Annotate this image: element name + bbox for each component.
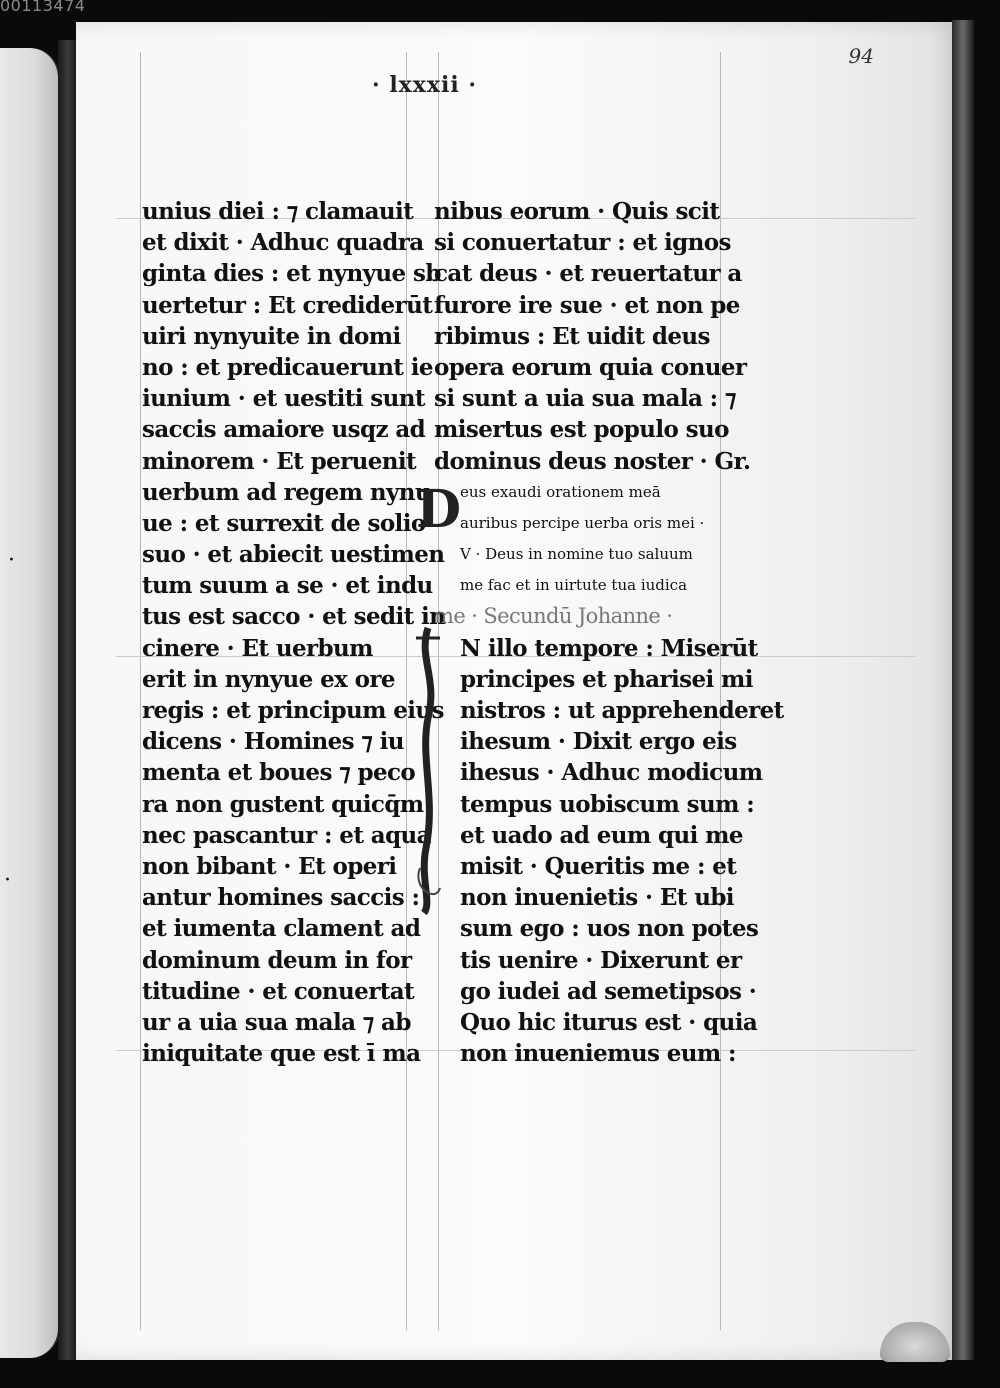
text-line: ur a uia sua mala ⁊ ab bbox=[142, 1008, 411, 1036]
text-line: unius diei : ⁊ clamauit bbox=[142, 198, 414, 225]
text-line: iunium · et uestiti sunt bbox=[142, 385, 425, 413]
text-line: V · Deus in nomine tuo saluum bbox=[460, 545, 693, 564]
text-line: N illo tempore : Miserūt bbox=[460, 634, 758, 662]
text-line: cat deus · et reuertatur a bbox=[434, 260, 742, 288]
text-line: et iumenta clament ad bbox=[142, 915, 421, 943]
text-line: nistros : ut apprehenderet bbox=[460, 697, 784, 724]
text-line: uerbum ad regem nynu bbox=[142, 478, 431, 506]
decorated-initial-d: D bbox=[416, 479, 462, 540]
ruling-line bbox=[140, 52, 141, 1330]
text-line: cinere · Et uerbum bbox=[142, 634, 373, 662]
text-line: ginta dies : et nynyue sb bbox=[142, 260, 441, 288]
text-line: principes et pharisei mi bbox=[460, 665, 753, 693]
text-line: ue : et surrexit de solio bbox=[142, 509, 426, 537]
gutter bbox=[58, 40, 78, 1360]
text-line: tus est sacco · et sedit in bbox=[142, 603, 446, 631]
text-line: si sunt a uia sua mala : ⁊ bbox=[434, 385, 736, 413]
folio-number: 94 bbox=[848, 44, 874, 68]
text-line: ribimus : Et uidit deus bbox=[434, 322, 710, 350]
text-line: go iudei ad semetipsos · bbox=[460, 977, 757, 1005]
text-line: non bibant · Et operi bbox=[142, 852, 397, 880]
text-line: titudine · et conuertat bbox=[142, 977, 415, 1005]
text-line: non inueniemus eum : bbox=[460, 1040, 736, 1068]
text-line: et dixit · Adhuc quadra bbox=[142, 229, 424, 257]
text-line: si conuertatur : et ignos bbox=[434, 229, 731, 257]
rubric-line: me · Secundū Johanne · bbox=[434, 604, 673, 629]
text-line: nibus eorum · Quis scit bbox=[434, 198, 720, 225]
text-line: tempus uobiscum sum : bbox=[460, 790, 755, 818]
text-line: dicens · Homines ⁊ iu bbox=[142, 728, 404, 756]
call-number: 00113474 bbox=[0, 0, 86, 15]
running-head: · lxxxii · bbox=[372, 72, 478, 98]
text-line: ihesum · Dixit ergo eis bbox=[460, 728, 737, 756]
text-line: ra non gustent quicq̄m bbox=[142, 790, 424, 818]
text-line: et uado ad eum qui me bbox=[460, 821, 743, 849]
text-line: nec pascantur : et aqua bbox=[142, 821, 431, 849]
text-line: sum ego : uos non potes bbox=[460, 915, 759, 943]
text-line: menta et boues ⁊ peco bbox=[142, 759, 416, 787]
text-line: opera eorum quia conuer bbox=[434, 353, 747, 381]
facing-page-marks: · bbox=[8, 548, 15, 573]
text-line: suo · et abiecit uestimen bbox=[142, 541, 445, 569]
text-line: dominum deum in for bbox=[142, 946, 412, 974]
text-line: erit in nynyue ex ore bbox=[142, 665, 395, 693]
text-line: eus exaudi orationem meā bbox=[460, 482, 661, 501]
text-line: ihesus · Adhuc modicum bbox=[460, 759, 763, 787]
facing-page-edge bbox=[0, 48, 60, 1358]
text-line: uertetur : Et crediderūt bbox=[142, 291, 433, 319]
text-line: no : et predicauerunt ie bbox=[142, 353, 433, 381]
text-line: non inuenietis · Et ubi bbox=[460, 884, 734, 912]
text-line: dominus deus noster · Gr. bbox=[434, 447, 751, 475]
text-line: furore ire sue · et non pe bbox=[434, 291, 740, 319]
page-block-edge bbox=[952, 20, 974, 1360]
text-line: me fac et in uirtute tua iudica bbox=[460, 576, 688, 595]
text-line: Quo hic iturus est · quia bbox=[460, 1008, 758, 1036]
facing-page-marks: · bbox=[4, 868, 11, 893]
text-line: iniquitate que est ī ma bbox=[142, 1040, 421, 1068]
text-line: misertus est populo suo bbox=[434, 416, 729, 444]
decorated-initial-i bbox=[410, 618, 446, 918]
text-line: auribus percipe uerba oris mei · bbox=[460, 513, 705, 532]
text-line: antur homines saccis : bbox=[142, 884, 420, 912]
text-line: saccis amaiore usqz ad bbox=[142, 416, 426, 444]
text-line: tis uenire · Dixerunt er bbox=[460, 946, 742, 974]
text-line: minorem · Et peruenit bbox=[142, 447, 417, 475]
text-line: misit · Queritis me : et bbox=[460, 852, 737, 880]
manuscript-page bbox=[76, 22, 962, 1360]
text-line: regis : et principum eius bbox=[142, 697, 444, 724]
text-column-right bbox=[434, 196, 784, 1069]
text-line: uiri nynyuite in domi bbox=[142, 322, 401, 350]
text-line: tum suum a se · et indu bbox=[142, 572, 433, 600]
